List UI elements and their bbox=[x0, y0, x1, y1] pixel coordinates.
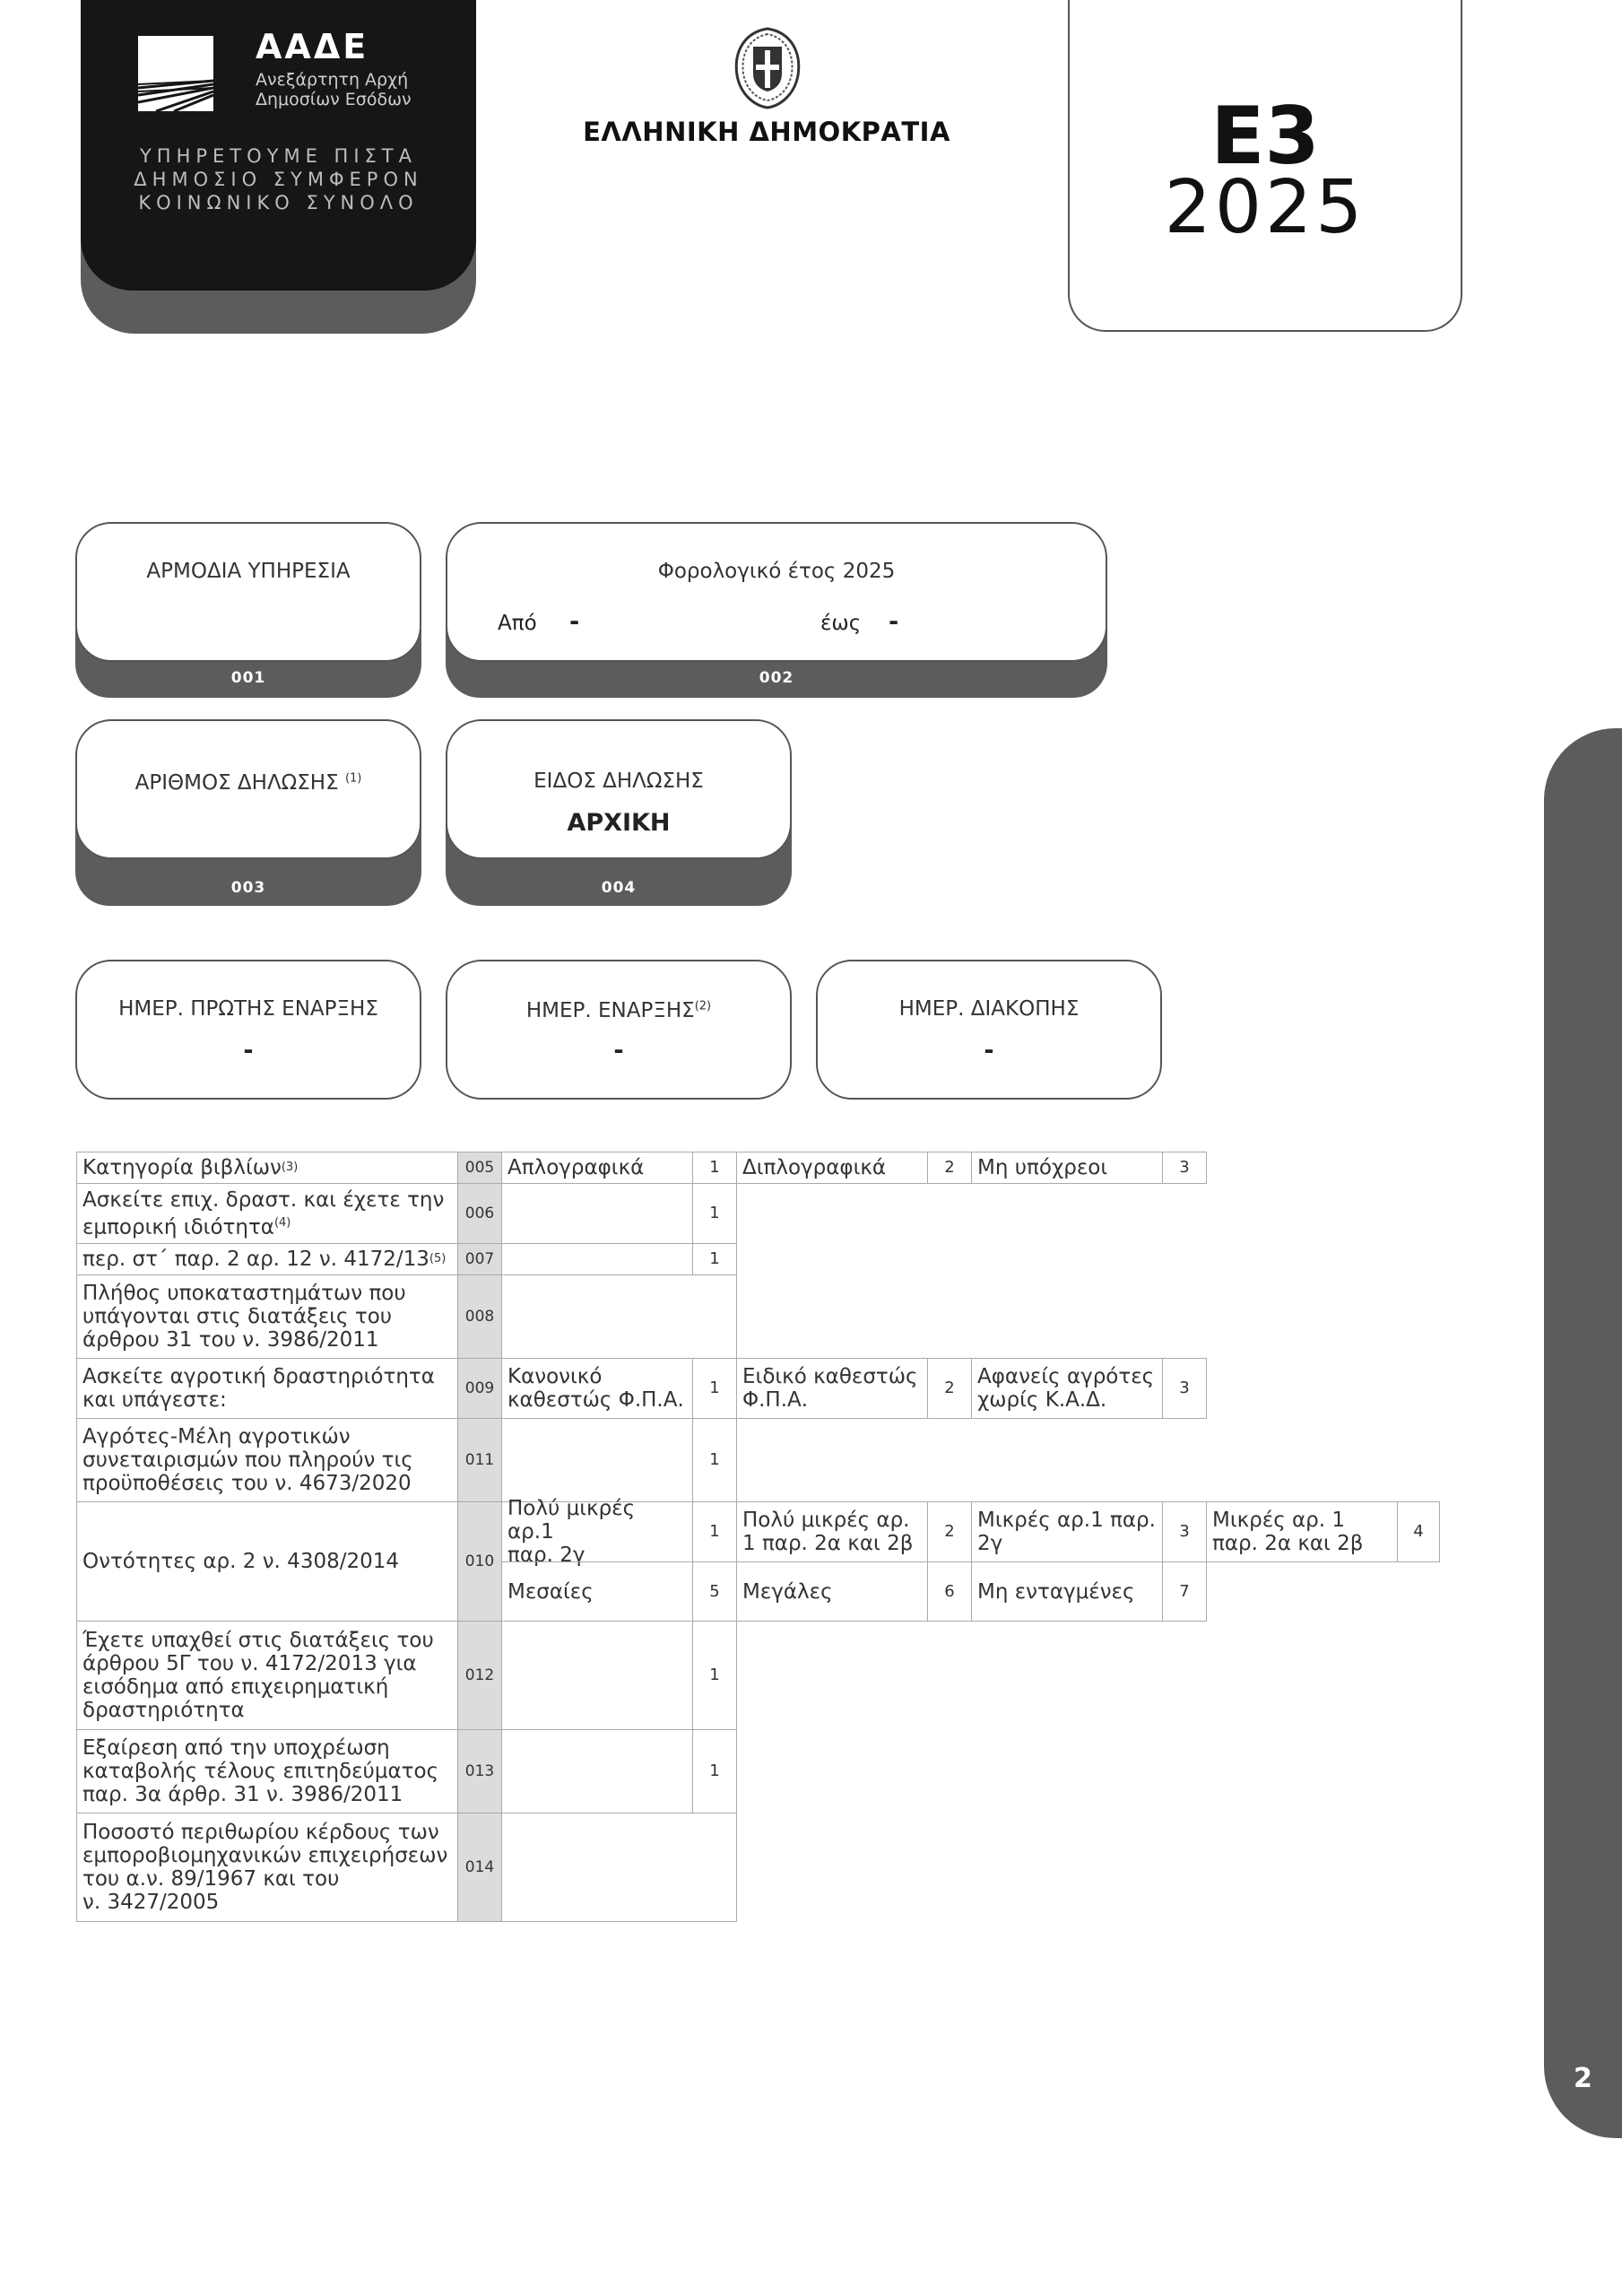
option-label-line: Ειδικό καθεστώς bbox=[742, 1365, 918, 1388]
row-label-line: εμποροβιομηχανικών επιχειρήσεων bbox=[82, 1844, 448, 1867]
field-value: - bbox=[984, 1037, 994, 1065]
option-checkbox[interactable]: 3 bbox=[1162, 1152, 1207, 1184]
field-face[interactable] bbox=[446, 960, 792, 1100]
field-002 bbox=[446, 522, 1107, 698]
field-label-text: ΗΜΕΡ. ΕΝΑΡΞΗΣ bbox=[525, 999, 695, 1022]
blank-cell bbox=[501, 1418, 693, 1502]
footnote-ref: (4) bbox=[273, 1215, 291, 1230]
page-number: 2 bbox=[1574, 2063, 1592, 2094]
row-code: 008 bbox=[457, 1274, 502, 1359]
row-code: 006 bbox=[457, 1183, 502, 1244]
option-checkbox[interactable]: 5 bbox=[692, 1561, 737, 1622]
row-label-line: του α.ν. 89/1967 και του bbox=[82, 1867, 340, 1891]
option-checkbox[interactable]: 1 bbox=[692, 1501, 737, 1562]
option-label-line: Κανονικό bbox=[507, 1365, 603, 1388]
option-checkbox[interactable]: 4 bbox=[1397, 1501, 1440, 1562]
from-value[interactable]: - bbox=[569, 608, 580, 636]
row-label-line: άρθρου 5Γ του ν. 4172/2013 για bbox=[82, 1652, 417, 1675]
option-label: Μεσαίες bbox=[501, 1561, 693, 1622]
option-label bbox=[736, 1358, 928, 1419]
row-label bbox=[76, 1813, 458, 1922]
row-label-line: προϋποθέσεις του ν. 4673/2020 bbox=[82, 1472, 412, 1495]
page-side-tab bbox=[1544, 728, 1622, 2138]
option-label-line: Μικρές αρ.1 παρ. bbox=[977, 1509, 1156, 1532]
row-label-line: καταβολής τέλους επιτηδεύματος bbox=[82, 1760, 439, 1783]
row-label-line: Ποσοστό περιθωρίου κέρδους των bbox=[82, 1821, 439, 1844]
row-code: 011 bbox=[457, 1418, 502, 1502]
row-label bbox=[76, 1418, 458, 1502]
row-code: 009 bbox=[457, 1358, 502, 1419]
row-label-line: Ασκείτε επιχ. δραστ. και έχετε την bbox=[82, 1187, 445, 1212]
footnote-ref: (1) bbox=[344, 771, 362, 786]
field-label bbox=[446, 999, 792, 1022]
footnote-ref: (3) bbox=[281, 1161, 299, 1174]
logo-motto-line: ΔΗΜΟΣΙΟ ΣΥΜΦΕΡΟΝ bbox=[134, 169, 423, 190]
logo-title: ΑΑΔΕ bbox=[256, 27, 369, 66]
row-label: Οντότητες αρ. 2 ν. 4308/2014 bbox=[76, 1501, 458, 1622]
option-checkbox[interactable]: 3 bbox=[1162, 1501, 1207, 1562]
field-value: - bbox=[613, 1037, 624, 1065]
value-input[interactable] bbox=[501, 1813, 737, 1922]
option-label bbox=[971, 1358, 1163, 1419]
greek-coat-of-arms-icon bbox=[726, 25, 809, 111]
logo-motto-line: ΚΟΙΝΩΝΙΚΟ ΣΥΝΟΛΟ bbox=[138, 192, 419, 213]
option-checkbox[interactable]: 7 bbox=[1162, 1561, 1207, 1622]
row-code: 010 bbox=[457, 1501, 502, 1622]
field-face[interactable] bbox=[75, 960, 421, 1100]
option-label bbox=[1206, 1501, 1398, 1562]
row-label-line: ν. 3427/2005 bbox=[82, 1891, 220, 1914]
row-label bbox=[76, 1274, 458, 1359]
row-label bbox=[76, 1152, 458, 1184]
option-label bbox=[501, 1497, 693, 1567]
option-label bbox=[501, 1358, 693, 1419]
row-label-text: εμπορική ιδιότητα bbox=[82, 1215, 274, 1239]
option-checkbox[interactable]: 2 bbox=[927, 1358, 972, 1419]
option-checkbox[interactable]: 1 bbox=[692, 1418, 737, 1502]
row-label-line: Πλήθος υποκαταστημάτων που bbox=[82, 1282, 406, 1305]
row-label-line: δραστηριότητα bbox=[82, 1699, 245, 1722]
row-label bbox=[76, 1243, 458, 1275]
field-value: ΑΡΧΙΚΗ bbox=[567, 809, 671, 837]
row-label bbox=[76, 1621, 458, 1730]
row-label bbox=[76, 1183, 458, 1244]
logo-subtitle-line: Ανεξάρτητη Αρχή bbox=[256, 70, 409, 90]
option-label bbox=[736, 1501, 928, 1562]
field-label bbox=[75, 771, 421, 795]
option-label-line: Πολύ μικρές αρ. bbox=[742, 1509, 910, 1532]
option-label-line: καθεστώς Φ.Π.Α. bbox=[507, 1388, 684, 1412]
field-code: 003 bbox=[230, 879, 266, 897]
field-003 bbox=[75, 719, 421, 906]
row-label-line: και υπάγεστε: bbox=[82, 1388, 227, 1412]
option-label: Διπλογραφικά bbox=[736, 1152, 928, 1184]
row-code: 012 bbox=[457, 1621, 502, 1730]
option-label-line: Φ.Π.Α. bbox=[742, 1388, 809, 1412]
blank-cell bbox=[501, 1243, 693, 1275]
field-label: Φορολογικό έτος 2025 bbox=[657, 560, 896, 583]
field-code: 002 bbox=[759, 669, 794, 687]
aade-mark-icon bbox=[138, 36, 213, 111]
option-label-line: Μικρές αρ. 1 bbox=[1212, 1509, 1346, 1532]
aade-logo bbox=[81, 0, 476, 291]
blank-cell bbox=[501, 1729, 693, 1813]
option-checkbox[interactable]: 3 bbox=[1162, 1358, 1207, 1419]
row-label-line: Έχετε υπαχθεί στις διατάξεις του bbox=[82, 1629, 434, 1652]
option-label-line: 1 παρ. 2α και 2β bbox=[742, 1532, 914, 1555]
option-label-line: παρ. 2α και 2β bbox=[1212, 1532, 1364, 1555]
field-stop-date bbox=[816, 960, 1162, 1100]
row-code: 013 bbox=[457, 1729, 502, 1813]
row-label-line: παρ. 3α άρθρ. 31 ν. 3986/2011 bbox=[82, 1783, 403, 1806]
option-label: Απλογραφικά bbox=[501, 1152, 693, 1184]
option-label-line: χωρίς Κ.Α.Δ. bbox=[977, 1388, 1107, 1412]
field-face[interactable] bbox=[75, 522, 421, 662]
field-001 bbox=[75, 522, 421, 698]
to-value[interactable]: - bbox=[889, 608, 899, 636]
field-face[interactable] bbox=[446, 522, 1107, 662]
field-label: ΗΜΕΡ. ΔΙΑΚΟΠΗΣ bbox=[898, 997, 1080, 1021]
option-checkbox[interactable]: 1 bbox=[692, 1621, 737, 1730]
field-first-start-date bbox=[75, 960, 421, 1100]
option-label-line: παρ. 2γ bbox=[507, 1544, 585, 1567]
field-value: - bbox=[243, 1037, 254, 1065]
row-code: 007 bbox=[457, 1243, 502, 1275]
row-label-line: συνεταιρισμών που πληρούν τις bbox=[82, 1448, 413, 1472]
option-label bbox=[971, 1501, 1163, 1562]
option-checkbox[interactable]: 1 bbox=[692, 1183, 737, 1244]
row-label-text: περ. στ΄ παρ. 2 αρ. 12 ν. 4172/13 bbox=[82, 1248, 429, 1271]
field-004 bbox=[446, 719, 792, 906]
option-checkbox[interactable]: 1 bbox=[692, 1729, 737, 1813]
to-label: έως bbox=[820, 612, 862, 635]
form-id-box bbox=[1068, 0, 1462, 332]
row-label-line: Εξαίρεση από την υποχρέωση bbox=[82, 1736, 390, 1760]
field-code: 004 bbox=[601, 879, 637, 897]
logo-subtitle-line: Δημοσίων Εσόδων bbox=[256, 90, 412, 109]
blank-cell bbox=[501, 1621, 693, 1730]
option-label-line: 2γ bbox=[977, 1532, 1003, 1555]
row-label-line bbox=[82, 1212, 291, 1239]
option-checkbox[interactable]: 1 bbox=[692, 1243, 737, 1275]
footnote-ref: (2) bbox=[694, 999, 712, 1013]
row-label bbox=[76, 1358, 458, 1419]
row-label-text: Κατηγορία βιβλίων bbox=[82, 1156, 282, 1179]
row-code: 014 bbox=[457, 1813, 502, 1922]
option-label: Μη ενταγμένες bbox=[971, 1561, 1163, 1622]
row-code: 005 bbox=[457, 1152, 502, 1184]
logo-motto-line: ΥΠΗΡΕΤΟΥΜΕ ΠΙΣΤΑ bbox=[139, 145, 418, 167]
row-label-line: υπάγονται στις διατάξεις του bbox=[82, 1305, 393, 1328]
option-label: Μη υπόχρεοι bbox=[971, 1152, 1163, 1184]
option-label-line: Πολύ μικρές αρ.1 bbox=[507, 1497, 636, 1544]
form-year: 2025 bbox=[1164, 165, 1366, 250]
row-label-line: εισόδημα από επιχειρηματική bbox=[82, 1675, 389, 1699]
form-code: Ε3 bbox=[1210, 90, 1320, 182]
field-label: ΗΜΕΡ. ΠΡΩΤΗΣ ΕΝΑΡΞΗΣ bbox=[118, 997, 378, 1021]
option-checkbox[interactable]: 2 bbox=[927, 1501, 972, 1562]
field-label: ΑΡΜΟΔΙΑ ΥΠΗΡΕΣΙΑ bbox=[146, 560, 351, 583]
field-code: 001 bbox=[230, 669, 266, 687]
option-checkbox[interactable]: 2 bbox=[927, 1152, 972, 1184]
row-label bbox=[76, 1729, 458, 1813]
logo-subtitle bbox=[256, 70, 412, 109]
footnote-ref: (5) bbox=[429, 1252, 447, 1265]
field-start-date bbox=[446, 960, 792, 1100]
option-checkbox[interactable]: 6 bbox=[927, 1561, 972, 1622]
field-label: ΕΙΔΟΣ ΔΗΛΩΣΗΣ bbox=[533, 770, 704, 793]
option-checkbox[interactable]: 1 bbox=[692, 1358, 737, 1419]
field-face[interactable] bbox=[816, 960, 1162, 1100]
row-label-line: Αγρότες-Μέλη αγροτικών bbox=[82, 1425, 351, 1448]
option-label: Μεγάλες bbox=[736, 1561, 928, 1622]
from-label: Από bbox=[498, 612, 537, 635]
blank-cell bbox=[501, 1183, 693, 1244]
option-label-line: Αφανείς αγρότες bbox=[977, 1365, 1155, 1388]
option-checkbox[interactable]: 1 bbox=[692, 1152, 737, 1184]
value-input[interactable] bbox=[501, 1274, 737, 1359]
row-label-line: Ασκείτε αγροτική δραστηριότητα bbox=[82, 1365, 435, 1388]
row-label-line: άρθρου 31 του ν. 3986/2011 bbox=[82, 1328, 379, 1352]
republic-title: ΕΛΛΗΝΙΚΗ ΔΗΜΟΚΡΑΤΙΑ bbox=[583, 117, 950, 147]
field-label-text: ΑΡΙΘΜΟΣ ΔΗΛΩΣΗΣ bbox=[134, 771, 339, 795]
